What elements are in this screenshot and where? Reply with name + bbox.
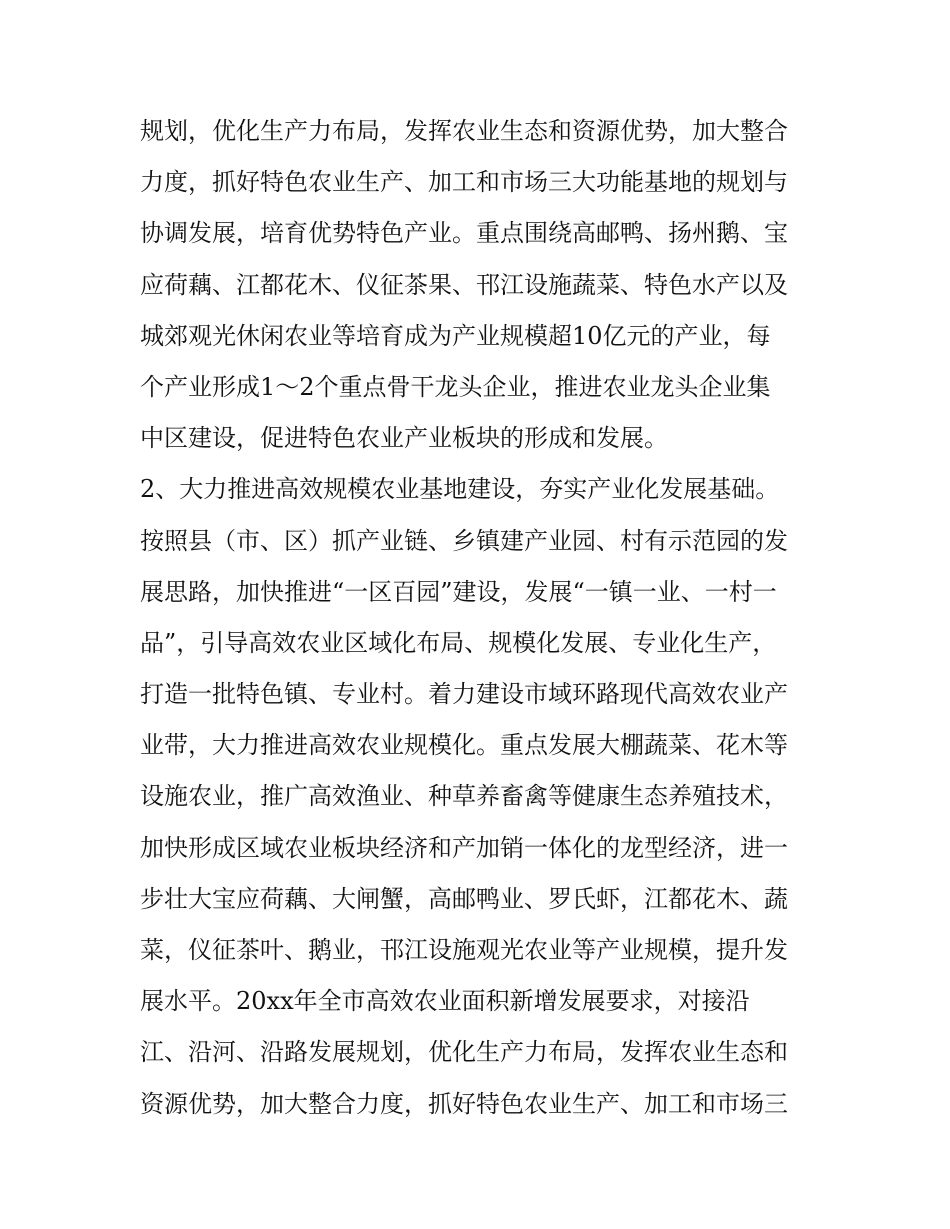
text-line: 步壮大宝应荷藕、大闸蟹，高邮鸭业、罗氏虾，江都花木、蔬 bbox=[140, 884, 788, 913]
text-line: 打造一批特色镇、专业村。着力建设市域环路现代高效农业产 bbox=[140, 680, 788, 709]
text-line: 规划，优化生产力布局，发挥农业生态和资源优势，加大整合 bbox=[140, 117, 788, 145]
text-line: 加快形成区域农业板块经济和产加销一体化的龙型经济，进一 bbox=[140, 833, 788, 862]
body-text bbox=[140, 106, 820, 1130]
text-line: 展水平。20xx年全市高效农业面积新增发展要求，对接沿 bbox=[140, 987, 750, 1016]
text-line: 资源优势，加大整合力度，抓好特色农业生产、加工和市场三 bbox=[140, 1089, 788, 1118]
text-line: 协调发展，培育优势特色产业。重点围绕高邮鸭、扬州鹅、宝 bbox=[140, 219, 788, 248]
text-line: 城郊观光休闲农业等培育成为产业规模超10亿元的产业，每 bbox=[140, 321, 771, 350]
text-line: 展思路，加快推进“一区百园”建设，发展“一镇一业、一村一 bbox=[140, 577, 777, 606]
text-line: 品”，引导高效农业区域化布局、规模化发展、专业化生产， bbox=[140, 628, 777, 657]
text-line: 江、沿河、沿路发展规划，优化生产力布局，发挥农业生态和 bbox=[140, 1038, 788, 1067]
section-heading: 2、大力推进高效规模农业基地建设，夯实产业化发展基础。 bbox=[140, 475, 780, 504]
text-line: 按照县（市、区）抓产业链、乡镇建产业园、村有示范园的发 bbox=[140, 526, 788, 555]
text-line: 应荷藕、江都花木、仪征茶果、邗江设施蔬菜、特色水产以及 bbox=[140, 270, 788, 299]
text-line: 设施农业，推广高效渔业、种草养畜禽等健康生态养殖技术， bbox=[140, 782, 788, 811]
text-line: 菜，仪征茶叶、鹅业，邗江设施观光农业等产业规模，提升发 bbox=[140, 936, 788, 964]
text-line: 力度，抓好特色农业生产、加工和市场三大功能基地的规划与 bbox=[140, 168, 788, 197]
text-line: 中区建设，促进特色农业产业板块的形成和发展。 bbox=[140, 424, 668, 453]
text-line: 业带，大力推进高效农业规模化。重点发展大棚蔬菜、花木等 bbox=[140, 731, 788, 760]
text-line: 个产业形成1～2个重点骨干龙头企业，推进农业龙头企业集 bbox=[140, 372, 771, 401]
